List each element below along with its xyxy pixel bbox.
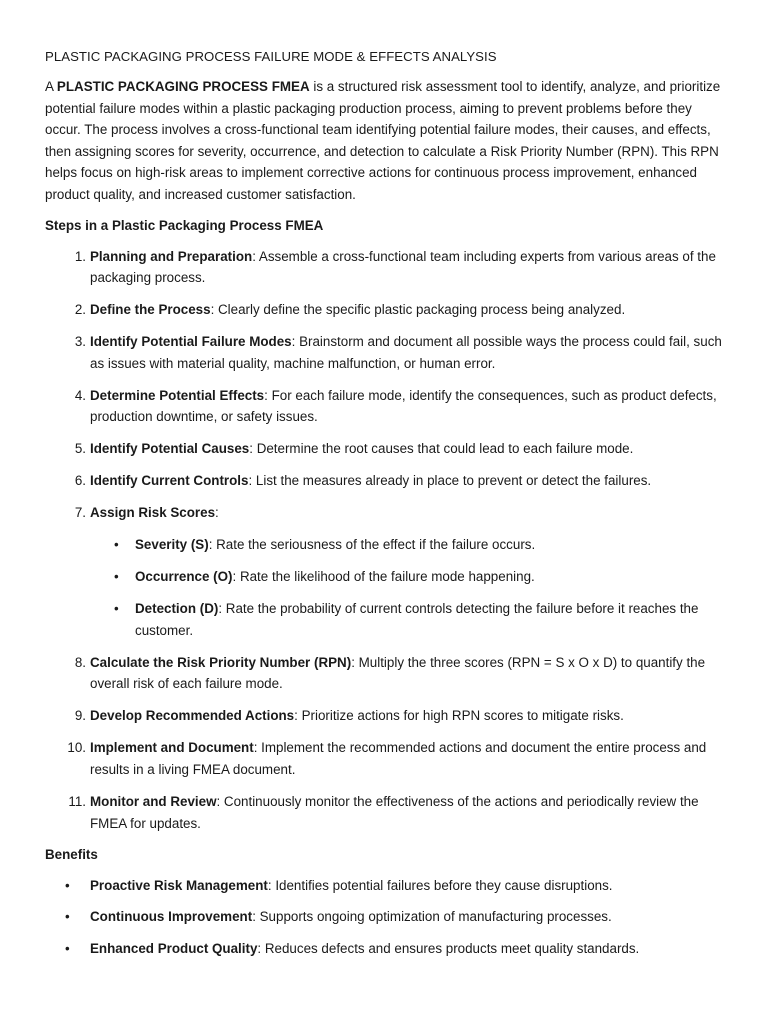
risk-score-text: : Rate the seriousness of the effect if the failure occurs.	[208, 537, 536, 553]
step-term: Monitor and Review	[90, 793, 217, 809]
benefit-item	[45, 906, 722, 928]
step-item	[45, 705, 722, 727]
step-text: : Clearly define the specific plastic packaging process being analyzed.	[210, 302, 626, 318]
steps-list	[45, 246, 722, 835]
steps-heading: Steps in a Plastic Packaging Process FMEA	[45, 217, 324, 233]
bullet-icon: •	[65, 941, 70, 957]
benefits-heading: Benefits	[45, 846, 98, 862]
benefit-text: : Supports ongoing optimization of manufacturing processes.	[252, 909, 612, 925]
risk-score-item	[90, 534, 722, 556]
step-item	[45, 737, 722, 780]
step-term: Calculate the Risk Priority Number (RPN)	[90, 654, 352, 670]
intro-paragraph	[45, 76, 722, 206]
step-item	[45, 470, 722, 492]
step-number: 8.	[74, 654, 86, 670]
step-number: 2.	[74, 302, 86, 318]
bullet-icon: •	[65, 909, 70, 925]
step-item	[45, 331, 722, 374]
step-text: : For each failure mode, identify the consequences, such as product defects, production downtime, or safety issues.	[90, 387, 717, 425]
risk-score-item	[90, 566, 722, 588]
step-item	[45, 502, 722, 641]
step-term: Identify Potential Failure Modes	[90, 334, 292, 350]
step-term: Implement and Document	[90, 740, 254, 756]
risk-score-term: Detection (D)	[135, 601, 219, 617]
intro-bold-term: PLASTIC PACKAGING PROCESS FMEA	[56, 79, 310, 94]
risk-scores-list	[90, 534, 722, 641]
step-text: : List the measures already in place to prevent or detect the failures.	[248, 473, 652, 489]
step-number: 3.	[74, 334, 86, 350]
step-text: : Brainstorm and document all possible ways the process could fail, such as issues with material quality, machine malfunction, or human error.	[90, 334, 722, 371]
step-item	[45, 385, 722, 428]
step-item	[45, 791, 722, 834]
benefit-item	[45, 938, 722, 960]
step-term: Develop Recommended Actions	[90, 708, 295, 724]
risk-score-text: : Rate the likelihood of the failure mode happening.	[232, 569, 535, 585]
step-number: 1.	[74, 248, 86, 264]
step-term: Identify Potential Causes	[90, 441, 250, 457]
step-number: 6.	[74, 473, 86, 489]
step-text: : Assemble a cross-functional team including experts from various areas of the packaging process.	[90, 248, 716, 286]
step-text: : Continuously monitor the effectiveness of the actions and periodically review the FMEA for updates.	[90, 793, 699, 831]
benefit-term: Proactive Risk Management	[90, 877, 268, 893]
benefit-term: Enhanced Product Quality	[90, 941, 258, 957]
step-number: 9.	[74, 708, 86, 724]
step-term: Planning and Preparation	[90, 248, 253, 264]
benefit-text: : Identifies potential failures before they cause disruptions.	[267, 877, 613, 893]
benefit-item	[45, 875, 722, 897]
step-item	[45, 652, 722, 695]
step-item	[45, 246, 722, 289]
benefit-text: : Reduces defects and ensures products meet quality standards.	[257, 941, 640, 957]
step-text: : Determine the root causes that could lead to each failure mode.	[249, 441, 634, 457]
bullet-icon: •	[114, 601, 119, 617]
step-term: Determine Potential Effects	[90, 387, 265, 403]
step-number: 10.	[67, 740, 86, 756]
risk-score-term: Occurrence (O)	[135, 569, 233, 585]
step-number: 4.	[74, 387, 86, 403]
benefit-term: Continuous Improvement	[90, 909, 253, 925]
document-title: PLASTIC PACKAGING PROCESS FAILURE MODE & EFFECTS ANALYSIS	[45, 49, 497, 64]
step-number: 5.	[74, 441, 86, 457]
risk-score-term: Severity (S)	[135, 537, 209, 553]
step-item	[45, 299, 722, 321]
intro-text: is a structured risk assessment tool to identify, analyze, and prioritize potential failure modes within a plastic packaging production process, aiming to prevent problems before they occur. The process involves a cross-functional team identifying potential failure modes, their causes, and effects, then assigning scores for severity, occurrence, and detection to calculate a Risk Priority Number (RPN). This RPN helps focus on high-risk areas to implement corrective actions for continuous process improvement, enhanced product quality, and increased customer satisfaction.	[45, 79, 721, 202]
step-text: : Prioritize actions for high RPN scores to mitigate risks.	[294, 708, 624, 724]
risk-score-item	[90, 598, 722, 641]
bullet-icon: •	[114, 537, 119, 553]
step-term: Identify Current Controls	[90, 473, 249, 489]
step-term: Define the Process	[90, 302, 211, 318]
bullet-icon: •	[114, 569, 119, 585]
intro-prefix: A	[45, 79, 57, 94]
step-number: 7.	[74, 505, 86, 521]
step-text: : Multiply the three scores (RPN = S x O x D) to quantify the overall risk of each failure mode.	[90, 654, 706, 692]
step-number: 11.	[68, 793, 86, 809]
benefits-list	[45, 875, 722, 961]
step-text: : Implement the recommended actions and document the entire process and results in a living FMEA document.	[90, 740, 707, 777]
step-text: :	[215, 505, 219, 521]
risk-score-text: : Rate the probability of current controls detecting the failure before it reaches the customer.	[135, 601, 699, 638]
bullet-icon: •	[65, 877, 70, 893]
step-term: Assign Risk Scores	[90, 505, 216, 521]
step-item	[45, 438, 722, 460]
